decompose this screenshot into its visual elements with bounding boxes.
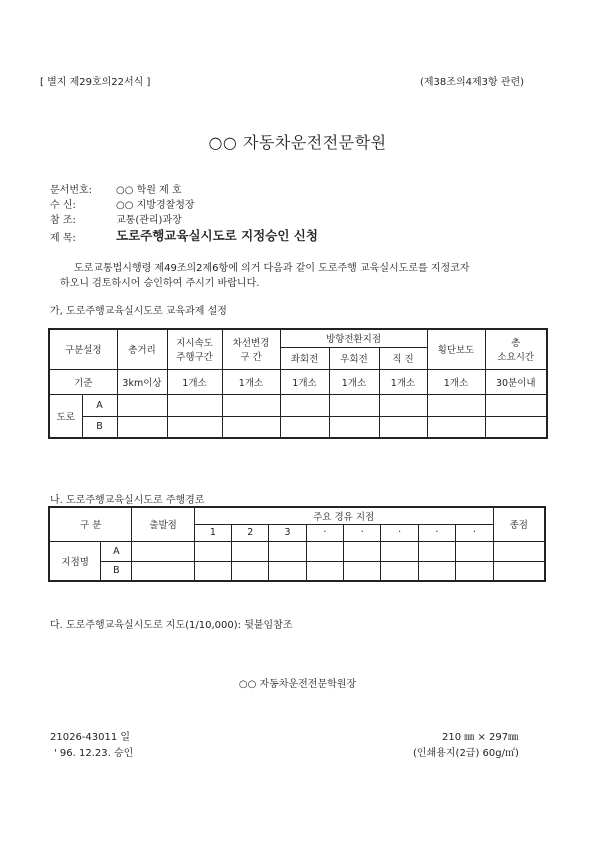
standard-row bbox=[49, 369, 547, 394]
road-row-b bbox=[49, 416, 547, 438]
table-cell[interactable] bbox=[167, 416, 222, 438]
table-cell[interactable] bbox=[379, 416, 427, 438]
form-reference: [ 별지 제29호의22서식 ] bbox=[40, 77, 151, 88]
table-cell[interactable] bbox=[132, 541, 194, 561]
table-cell[interactable] bbox=[222, 416, 280, 438]
via-col-6: · bbox=[381, 524, 418, 541]
route-table bbox=[48, 506, 546, 582]
header-time-line1: 총 bbox=[511, 338, 521, 350]
reference-label: 참 조: bbox=[50, 215, 76, 226]
table-cell[interactable] bbox=[493, 541, 545, 561]
standard-lane: 1개소 bbox=[222, 369, 280, 394]
table-cell[interactable] bbox=[427, 416, 485, 438]
doc-number-value: ○○ 학원 제 호 bbox=[116, 185, 182, 196]
subject-value: 도로주행교육실시도로 지정승인 신청 bbox=[116, 228, 318, 243]
table-cell[interactable] bbox=[381, 561, 418, 581]
standard-left: 1개소 bbox=[280, 369, 329, 394]
doc-number-label: 문서번호: bbox=[50, 185, 93, 196]
table-cell[interactable] bbox=[269, 561, 306, 581]
table-cell[interactable] bbox=[418, 541, 455, 561]
table-cell[interactable] bbox=[117, 394, 167, 416]
table-cell[interactable] bbox=[344, 541, 381, 561]
table-cell[interactable] bbox=[493, 561, 545, 581]
body-line-1: 도로교통법시행령 제49조의2제6항에 의거 다음과 같이 도로주행 교육실시도로를 지정코자 bbox=[74, 263, 470, 274]
header-category: 구분설정 bbox=[49, 329, 117, 369]
subject-label: 제 목: bbox=[50, 233, 76, 244]
section-c-text: 다. 도로주행교육실시도로 지도(1/10,000): 뒷붙임참조 bbox=[50, 620, 293, 631]
table-cell[interactable] bbox=[280, 394, 329, 416]
table-cell[interactable] bbox=[418, 561, 455, 581]
table-cell[interactable] bbox=[379, 394, 427, 416]
table-cell[interactable] bbox=[194, 541, 231, 561]
via-col-2: 2 bbox=[232, 524, 269, 541]
header-speed-line2: 주행구간 bbox=[176, 352, 213, 364]
table-cell[interactable] bbox=[485, 394, 547, 416]
via-col-4: · bbox=[306, 524, 343, 541]
standard-right: 1개소 bbox=[329, 369, 379, 394]
road-row-a bbox=[49, 394, 547, 416]
standard-speed: 1개소 bbox=[167, 369, 222, 394]
table-cell[interactable] bbox=[427, 394, 485, 416]
table-cell[interactable] bbox=[381, 541, 418, 561]
body-line-2: 하오니 검토하시어 승인하여 주시기 바랍니다. bbox=[60, 278, 260, 289]
header-total-distance: 총거리 bbox=[117, 329, 167, 369]
table-cell[interactable] bbox=[232, 541, 269, 561]
header-lane-line1: 차선변경 bbox=[232, 338, 270, 350]
table-cell[interactable] bbox=[167, 394, 222, 416]
header-lane-line2: 구 간 bbox=[240, 352, 262, 364]
table-cell[interactable] bbox=[306, 561, 343, 581]
table-cell[interactable] bbox=[222, 394, 280, 416]
header-lane-change bbox=[222, 329, 280, 369]
table-cell[interactable] bbox=[306, 541, 343, 561]
table-cell[interactable] bbox=[329, 394, 379, 416]
via-col-1: 1 bbox=[194, 524, 231, 541]
table-cell[interactable] bbox=[456, 561, 493, 581]
relation-note: (제38조의4제3항 관련) bbox=[420, 77, 525, 88]
table-cell[interactable] bbox=[117, 416, 167, 438]
header-right-turn: 우회전 bbox=[329, 347, 379, 369]
header-crosswalk: 횡단보도 bbox=[427, 329, 485, 369]
table-cell[interactable] bbox=[132, 561, 194, 581]
signature: ○○ 자동차운전전문학원장 bbox=[238, 679, 357, 690]
via-col-7: · bbox=[418, 524, 455, 541]
table-cell[interactable] bbox=[280, 416, 329, 438]
route-header-end: 종점 bbox=[493, 507, 545, 541]
road-b-label: B bbox=[82, 416, 117, 438]
road-a-label: A bbox=[82, 394, 117, 416]
route-row-b bbox=[49, 561, 545, 581]
approval-date: ' 96. 12.23. 승인 bbox=[54, 748, 134, 759]
header-speed-section bbox=[167, 329, 222, 369]
reference-value: 교통(관리)과장 bbox=[116, 215, 182, 226]
route-header-start: 출발점 bbox=[132, 507, 194, 541]
table-cell[interactable] bbox=[485, 416, 547, 438]
standard-distance: 3km이상 bbox=[117, 369, 167, 394]
table-cell[interactable] bbox=[344, 561, 381, 581]
table-cell[interactable] bbox=[456, 541, 493, 561]
standard-label: 기준 bbox=[49, 369, 117, 394]
via-col-8: · bbox=[456, 524, 493, 541]
route-a-label: A bbox=[101, 541, 132, 561]
section-b-heading: 나. 도로주행교육실시도로 주행경로 bbox=[50, 495, 205, 506]
standard-time: 30분이내 bbox=[485, 369, 547, 394]
standard-crosswalk: 1개소 bbox=[427, 369, 485, 394]
via-col-3: 3 bbox=[269, 524, 306, 541]
route-header-via: 주요 경유 지점 bbox=[194, 507, 493, 524]
table-cell[interactable] bbox=[194, 561, 231, 581]
header-total-time bbox=[485, 329, 547, 369]
recipient-label: 수 신: bbox=[50, 200, 76, 211]
recipient-value: ○○ 지방경찰청장 bbox=[116, 200, 195, 211]
point-name-label: 지점명 bbox=[49, 541, 101, 581]
header-speed-line1: 지시속도 bbox=[176, 338, 213, 350]
header-left-turn: 좌회전 bbox=[280, 347, 329, 369]
page-title: ○○ 자동차운전전문학원 bbox=[208, 133, 387, 152]
header-direction-change: 방향전환지점 bbox=[280, 329, 427, 347]
road-label: 도로 bbox=[49, 394, 82, 438]
route-b-label: B bbox=[101, 561, 132, 581]
education-task-table bbox=[48, 328, 548, 439]
paper-spec: (인쇄용지(2급) 60g/㎡) bbox=[413, 748, 519, 759]
standard-straight: 1개소 bbox=[379, 369, 427, 394]
header-straight: 직 진 bbox=[379, 347, 427, 369]
header-time-line2: 소요시간 bbox=[497, 352, 535, 364]
route-row-a bbox=[49, 541, 545, 561]
form-code: 21026-43011 일 bbox=[50, 732, 131, 743]
table-cell[interactable] bbox=[329, 416, 379, 438]
section-a-heading: 가, 도로주행교육실시도로 교육과제 설정 bbox=[50, 306, 227, 317]
route-header-category: 구 분 bbox=[49, 507, 132, 541]
table-cell[interactable] bbox=[232, 561, 269, 581]
table-cell[interactable] bbox=[269, 541, 306, 561]
paper-size: 210 ㎜ × 297㎜ bbox=[442, 732, 519, 743]
via-col-5: · bbox=[344, 524, 381, 541]
